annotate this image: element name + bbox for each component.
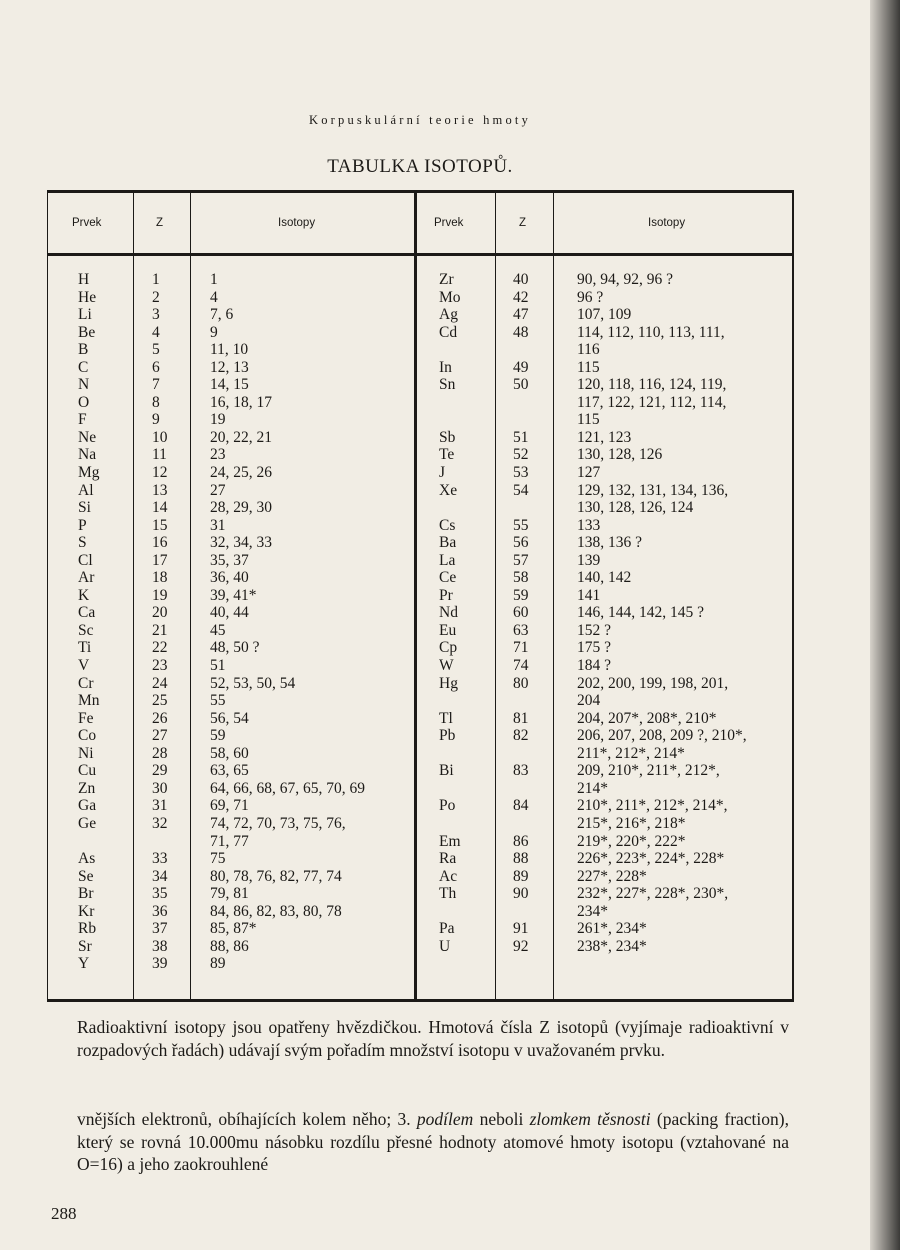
element-symbol: H <box>78 271 90 288</box>
element-symbol <box>439 955 461 973</box>
atomic-number: 82 <box>513 727 529 745</box>
header-z-right: Z <box>519 217 527 229</box>
atomic-number: 36 <box>152 902 168 920</box>
isotope-list: 215*, 216*, 218* <box>577 814 686 832</box>
atomic-number: 37 <box>152 920 168 938</box>
element-symbol: Ni <box>78 744 94 762</box>
isotope-list: 139 <box>577 551 601 569</box>
table-caption: Radioaktivní isotopy jsou opatřeny hvězdičkou. Hmotová čísla Z isotopů (vyjímaje radioaktivní v rozpadových řadách) udávají svým pořadím množství isotopu v uvažovaném prvku. <box>77 1017 789 1060</box>
body-text-part: neboli <box>473 1109 530 1129</box>
element-symbol: Li <box>78 306 92 324</box>
atomic-number: 15 <box>152 516 168 534</box>
element-symbol: Si <box>78 499 91 517</box>
element-symbol: Pa <box>439 920 455 938</box>
element-symbol <box>439 903 461 921</box>
element-symbol: K <box>78 586 90 604</box>
atomic-number: 10 <box>152 428 168 446</box>
element-symbol: Em <box>439 832 461 850</box>
element-symbol: S <box>78 534 87 552</box>
column-divider <box>190 193 191 999</box>
atomic-number: 50 <box>513 376 529 394</box>
element-symbol <box>78 833 100 851</box>
element-symbol: Fe <box>78 709 94 727</box>
isotope-list: 210*, 211*, 212*, 214*, <box>577 797 728 815</box>
element-symbol: Xe <box>439 481 458 499</box>
atomic-number: 33 <box>152 850 168 868</box>
element-symbol: Kr <box>78 902 95 920</box>
element-symbol: Pb <box>439 727 456 745</box>
column-isotopes-right <box>577 271 747 973</box>
element-symbol: Cd <box>439 323 458 341</box>
isotope-list: 204, 207*, 208*, 210* <box>577 709 717 727</box>
atomic-number: 42 <box>513 288 529 306</box>
atomic-number: 32 <box>152 814 168 832</box>
element-symbol: Sb <box>439 428 456 446</box>
isotope-list: 214* <box>577 779 608 797</box>
atomic-number: 38 <box>152 937 168 955</box>
element-symbol: As <box>78 850 96 868</box>
atomic-number: 2 <box>152 288 160 306</box>
isotope-list: 238*, 234* <box>577 937 647 955</box>
column-z-left <box>152 271 168 973</box>
element-symbol: F <box>78 411 87 429</box>
element-symbol <box>439 780 461 798</box>
atomic-number: 20 <box>152 604 168 622</box>
isotope-list: 90, 94, 92, 96 ? <box>577 271 674 288</box>
element-symbol: Br <box>78 885 94 903</box>
element-symbol: Cp <box>439 639 458 657</box>
atomic-number: 52 <box>513 446 529 464</box>
element-symbol: Th <box>439 885 457 903</box>
element-symbol: V <box>78 657 90 675</box>
element-symbol: In <box>439 358 452 376</box>
atomic-number: 22 <box>152 639 168 657</box>
element-symbol: Be <box>78 323 96 341</box>
element-symbol: Cs <box>439 516 456 534</box>
body-text-part: (packing fraction), který se rovná 10.000mu násobku rozdílu přesné hodnoty atomové hmoty isotopu (vztahované na O=16) a jeho zaokrouhlené <box>77 1109 789 1174</box>
element-symbol: Ge <box>78 814 97 832</box>
element-symbol: Co <box>78 727 97 745</box>
atomic-number: 18 <box>152 569 168 587</box>
element-symbol: Ba <box>439 534 457 552</box>
isotope-list: 206, 207, 208, 209 ?, 210*, <box>577 727 747 745</box>
isotope-list: 7, 6 <box>210 306 234 324</box>
isotope-list: 31 <box>210 516 226 534</box>
isotope-list: 52, 53, 50, 54 <box>210 674 296 692</box>
element-symbol: Tl <box>439 709 453 727</box>
atomic-number <box>513 499 529 517</box>
isotope-list: 133 <box>577 516 601 534</box>
atomic-number <box>152 833 168 851</box>
isotope-list: 261*, 234* <box>577 920 647 938</box>
body-italic-term: zlomkem těsnosti <box>529 1109 651 1129</box>
isotope-list: 152 ? <box>577 621 612 639</box>
element-symbol: Cl <box>78 551 93 569</box>
atomic-number: 24 <box>152 674 168 692</box>
isotope-list: 80, 78, 76, 82, 77, 74 <box>210 867 342 885</box>
element-symbol: W <box>439 657 454 675</box>
isotope-list: 232*, 227*, 228*, 230*, <box>577 885 729 903</box>
isotope-list: 63, 65 <box>210 762 249 780</box>
atomic-number: 29 <box>152 762 168 780</box>
atomic-number: 21 <box>152 621 168 639</box>
isotope-list: 45 <box>210 621 226 639</box>
isotope-list: 40, 44 <box>210 604 249 622</box>
isotope-list: 19 <box>210 411 226 429</box>
atomic-number <box>513 394 529 412</box>
isotope-list: 130, 128, 126 <box>577 446 663 464</box>
isotope-list: 209, 210*, 211*, 212*, <box>577 762 720 780</box>
isotope-list: 4 <box>210 288 218 306</box>
atomic-number: 55 <box>513 516 529 534</box>
element-symbol: Se <box>78 867 94 885</box>
isotope-list: 48, 50 ? <box>210 639 260 657</box>
isotope-list: 138, 136 ? <box>577 534 643 552</box>
element-symbol <box>439 394 461 412</box>
isotope-list: 79, 81 <box>210 885 249 903</box>
atomic-number: 91 <box>513 920 529 938</box>
isotope-list: 115 <box>577 358 600 376</box>
atomic-number: 51 <box>513 428 529 446</box>
element-symbol: La <box>439 551 456 569</box>
isotope-list: 14, 15 <box>210 376 249 394</box>
isotope-list: 114, 112, 110, 113, 111, <box>577 323 725 341</box>
atomic-number: 12 <box>152 464 168 482</box>
isotope-list: 219*, 220*, 222* <box>577 832 686 850</box>
atomic-number: 11 <box>152 446 167 464</box>
column-isotopes-left <box>210 271 365 973</box>
element-symbol: B <box>78 341 89 359</box>
isotope-list: 204 <box>577 692 601 710</box>
element-symbol: Te <box>439 446 455 464</box>
atomic-number: 9 <box>152 411 160 429</box>
atomic-number: 8 <box>152 393 160 411</box>
atomic-number: 14 <box>152 499 168 517</box>
isotope-list: 141 <box>577 586 601 604</box>
atomic-number: 31 <box>152 797 168 815</box>
element-symbol: Y <box>78 955 90 973</box>
atomic-number: 4 <box>152 323 160 341</box>
atomic-number: 57 <box>513 551 529 569</box>
atomic-number: 88 <box>513 850 529 868</box>
atomic-number: 23 <box>152 657 168 675</box>
isotope-list: 36, 40 <box>210 569 249 587</box>
atomic-number: 35 <box>152 885 168 903</box>
element-symbol: Ar <box>78 569 95 587</box>
isotope-list: 32, 34, 33 <box>210 534 272 552</box>
element-symbol: Na <box>78 446 97 464</box>
isotope-list: 35, 37 <box>210 551 249 569</box>
header-rule <box>48 253 792 256</box>
isotope-list: 202, 200, 199, 198, 201, <box>577 674 729 692</box>
isotope-list: 121, 123 <box>577 428 632 446</box>
element-symbol: Sn <box>439 376 456 394</box>
isotope-list: 71, 77 <box>210 832 249 850</box>
atomic-number <box>513 955 529 973</box>
isotope-list: 130, 128, 126, 124 <box>577 499 694 517</box>
isotope-table <box>47 190 794 1002</box>
body-paragraph <box>77 1108 789 1176</box>
isotope-list: 16, 18, 17 <box>210 393 272 411</box>
isotope-list: 127 <box>577 464 601 482</box>
column-divider <box>133 193 134 999</box>
isotope-list: 115 <box>577 411 600 429</box>
atomic-number: 17 <box>152 551 168 569</box>
atomic-number: 92 <box>513 937 529 955</box>
header-isotopes-left: Isotopy <box>278 217 316 229</box>
isotope-list: 211*, 212*, 214* <box>577 744 685 762</box>
atomic-number: 34 <box>152 867 168 885</box>
atomic-number: 5 <box>152 341 160 359</box>
atomic-number: 40 <box>513 271 529 288</box>
table-center-divider <box>414 193 417 999</box>
isotope-list: 74, 72, 70, 73, 75, 76, <box>210 814 346 832</box>
element-symbol: Ce <box>439 569 457 587</box>
element-symbol: Po <box>439 797 456 815</box>
element-symbol <box>439 815 461 833</box>
element-symbol: Pr <box>439 586 453 604</box>
element-symbol: Ca <box>78 604 96 622</box>
atomic-number: 90 <box>513 885 529 903</box>
atomic-number: 63 <box>513 621 529 639</box>
atomic-number: 56 <box>513 534 529 552</box>
element-symbol: C <box>78 358 89 376</box>
element-symbol: Ga <box>78 797 97 815</box>
isotope-list: 64, 66, 68, 67, 65, 70, 69 <box>210 779 365 797</box>
atomic-number: 6 <box>152 358 160 376</box>
isotope-list: 51 <box>210 657 226 675</box>
element-symbol: Ti <box>78 639 92 657</box>
element-symbol <box>439 499 461 517</box>
element-symbol: Mg <box>78 464 100 482</box>
element-symbol: P <box>78 516 87 534</box>
atomic-number: 74 <box>513 657 529 675</box>
atomic-number: 48 <box>513 323 529 341</box>
element-symbol: Mo <box>439 288 461 306</box>
atomic-number: 89 <box>513 867 529 885</box>
isotope-list: 227*, 228* <box>577 867 647 885</box>
element-symbol: Zr <box>439 271 454 288</box>
atomic-number: 71 <box>513 639 529 657</box>
atomic-number: 7 <box>152 376 160 394</box>
element-symbol: Cr <box>78 674 94 692</box>
isotope-list: 27 <box>210 481 226 499</box>
element-symbol: Ac <box>439 867 458 885</box>
page-edge-shadow <box>870 0 900 1250</box>
atomic-number: 25 <box>152 692 168 710</box>
atomic-number: 53 <box>513 464 529 482</box>
isotope-list: 88, 86 <box>210 937 249 955</box>
running-head: Korpuskulární teorie hmoty <box>308 113 532 127</box>
atomic-number <box>513 341 529 359</box>
atomic-number <box>513 780 529 798</box>
isotope-list: 24, 25, 26 <box>210 464 272 482</box>
atomic-number: 13 <box>152 481 168 499</box>
isotope-list: 58, 60 <box>210 744 249 762</box>
isotope-list: 9 <box>210 323 218 341</box>
isotope-list: 107, 109 <box>577 306 632 324</box>
element-symbol: Al <box>78 481 94 499</box>
isotope-list: 116 <box>577 341 600 359</box>
isotope-list: 84, 86, 82, 83, 80, 78 <box>210 902 342 920</box>
element-symbol: Nd <box>439 604 458 622</box>
isotope-list: 55 <box>210 692 226 710</box>
element-symbol: U <box>439 937 451 955</box>
isotope-list: 1 <box>210 271 218 288</box>
element-symbol: Rb <box>78 920 97 938</box>
atomic-number <box>513 411 529 429</box>
body-italic-term: podílem <box>416 1109 474 1129</box>
isotope-list: 12, 13 <box>210 358 249 376</box>
element-symbol: O <box>78 393 90 411</box>
element-symbol: Sr <box>78 937 92 955</box>
element-symbol <box>439 745 461 763</box>
atomic-number <box>513 692 529 710</box>
column-element-right <box>439 271 461 973</box>
isotope-list: 184 ? <box>577 657 612 675</box>
atomic-number: 3 <box>152 306 160 324</box>
column-element-left <box>78 271 100 973</box>
element-symbol: N <box>78 376 90 394</box>
header-isotopes-right: Isotopy <box>648 217 686 229</box>
atomic-number: 86 <box>513 832 529 850</box>
column-divider <box>553 193 554 999</box>
isotope-list: 59 <box>210 727 226 745</box>
isotope-list: 39, 41* <box>210 586 257 604</box>
isotope-list: 140, 142 <box>577 569 632 587</box>
table-title: TABULKA ISOTOPŮ. <box>327 156 513 177</box>
element-symbol: Zn <box>78 779 96 797</box>
isotope-list: 226*, 223*, 224*, 228* <box>577 850 725 868</box>
element-symbol: He <box>78 288 97 306</box>
element-symbol <box>439 411 461 429</box>
element-symbol: J <box>439 464 446 482</box>
atomic-number: 58 <box>513 569 529 587</box>
column-z-right <box>513 271 529 973</box>
atomic-number <box>513 903 529 921</box>
element-symbol <box>439 692 461 710</box>
element-symbol: Ra <box>439 850 457 868</box>
atomic-number: 19 <box>152 586 168 604</box>
isotope-list: 175 ? <box>577 639 612 657</box>
isotope-list: 117, 122, 121, 112, 114, <box>577 393 727 411</box>
atomic-number: 27 <box>152 727 168 745</box>
header-z-left: Z <box>156 217 164 229</box>
element-symbol: Cu <box>78 762 97 780</box>
atomic-number: 80 <box>513 674 529 692</box>
isotope-list: 23 <box>210 446 226 464</box>
atomic-number: 28 <box>152 744 168 762</box>
header-element-right: Prvek <box>434 217 464 229</box>
isotope-list: 85, 87* <box>210 920 257 938</box>
atomic-number <box>513 815 529 833</box>
element-symbol: Ne <box>78 428 97 446</box>
atomic-number: 84 <box>513 797 529 815</box>
element-symbol: Sc <box>78 621 94 639</box>
element-symbol <box>439 341 461 359</box>
atomic-number: 60 <box>513 604 529 622</box>
element-symbol: Ag <box>439 306 458 324</box>
isotope-list: 69, 71 <box>210 797 249 815</box>
atomic-number <box>513 745 529 763</box>
isotope-list: 28, 29, 30 <box>210 499 272 517</box>
isotope-list: 56, 54 <box>210 709 249 727</box>
header-element-left: Prvek <box>72 217 102 229</box>
isotope-list: 234* <box>577 902 608 920</box>
atomic-number: 54 <box>513 481 529 499</box>
body-text-part: vnějších elektronů, obíhajících kolem něho; 3. <box>77 1109 417 1129</box>
isotope-list: 129, 132, 131, 134, 136, <box>577 481 729 499</box>
isotope-list: 96 ? <box>577 288 604 306</box>
isotope-list: 20, 22, 21 <box>210 428 272 446</box>
atomic-number: 83 <box>513 762 529 780</box>
element-symbol: Hg <box>439 674 458 692</box>
atomic-number: 81 <box>513 709 529 727</box>
isotope-list: 11, 10 <box>210 341 249 359</box>
isotope-list <box>577 955 747 973</box>
page-number: 288 <box>51 1204 77 1223</box>
isotope-list: 89 <box>210 955 226 973</box>
atomic-number: 47 <box>513 306 529 324</box>
atomic-number: 49 <box>513 358 529 376</box>
element-symbol: Mn <box>78 692 100 710</box>
isotope-list: 75 <box>210 850 226 868</box>
atomic-number: 16 <box>152 534 168 552</box>
isotope-list: 146, 144, 142, 145 ? <box>577 604 705 622</box>
atomic-number: 1 <box>152 271 160 288</box>
element-symbol: Eu <box>439 621 457 639</box>
atomic-number: 26 <box>152 709 168 727</box>
atomic-number: 39 <box>152 955 168 973</box>
atomic-number: 59 <box>513 586 529 604</box>
element-symbol: Bi <box>439 762 454 780</box>
column-divider <box>495 193 496 999</box>
atomic-number: 30 <box>152 779 168 797</box>
isotope-list: 120, 118, 116, 124, 119, <box>577 376 727 394</box>
